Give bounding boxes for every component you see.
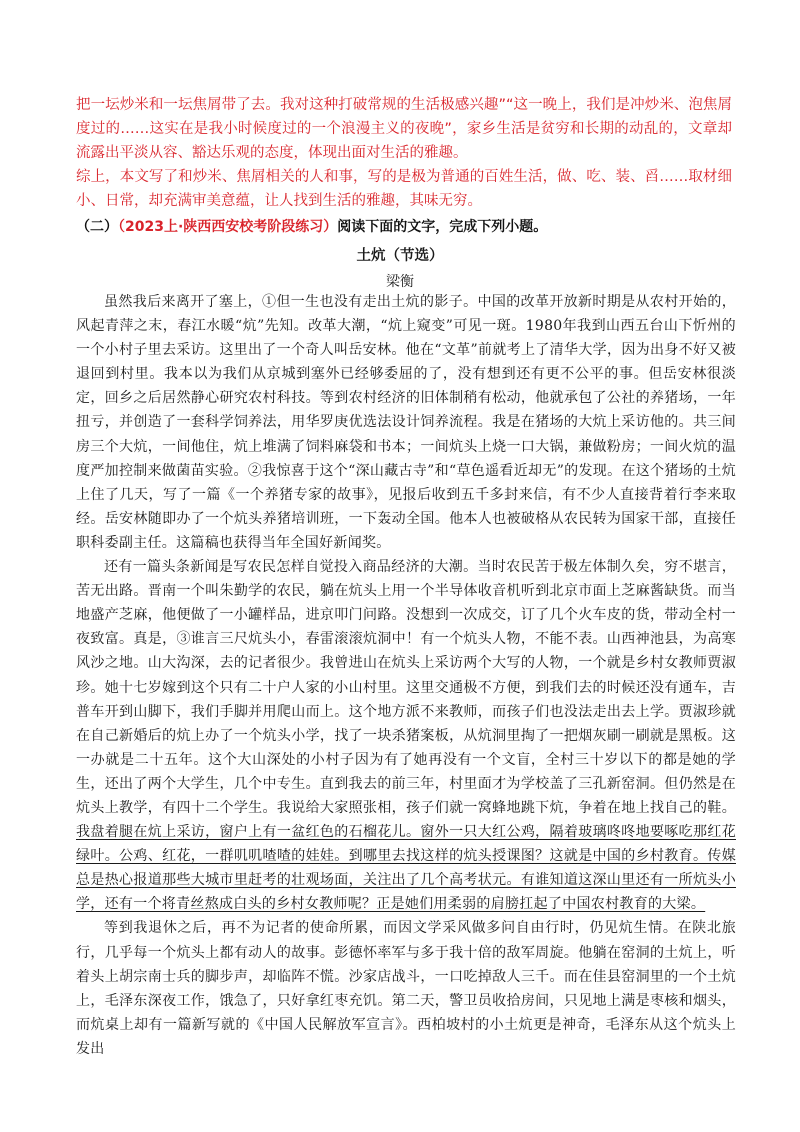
underlined-passage: 我盘着腿在炕上采访，窗户上有一盆红色的石榴花儿。窗外一只大红公鸡，隔着玻璃咚咚地要啄吃那红花绿叶。公鸡、红花，一群叽叽喳喳的娃娃。到哪里去找这样的炕头授课图？这就是中国的乡村教育。传媒总是热心报道那些大城市里赶考的壮观场面，关注出了几个高考状元。有谁知道这深山里还有一所炕头小学，还有一个将青丝熬成白头的乡村女教师呢？正是她们用柔弱的肩膀扛起了中国农村教育的大梁。 <box>76 824 736 913</box>
article-title: 土炕（节选） <box>356 248 444 264</box>
section-heading <box>76 216 736 238</box>
paragraph-3: 等到我退休之后，再不为记者的使命所累，而因文学采风做多问自由行时，仍见炕生情。在陕北旅行，几乎每一个炕头上都有动人的故事。彭德怀率军与多于我十倍的敌军周旋。他躺在窑洞的土炕上，听着头上胡宗南士兵的脚步声，却临阵不慌。沙家店战斗，一口吃掉敌人三千。而在佳县窑洞里的一个土炕上，毛泽东深夜工作，饿急了，只好拿红枣充饥。第二天，警卫员收拾房间，只见地上满是枣核和烟头，而炕桌上却有一篇新写就的《中国人民解放军宣言》。西柏坡村的小土炕更是神奇，毛泽东从这个炕头上发出 <box>76 920 736 1057</box>
article-body <box>76 290 736 1061</box>
answer-analysis-block <box>76 93 732 213</box>
article-author: 梁衡 <box>386 274 414 290</box>
section-source: （2023上·陕西西安校考阶段练习） <box>118 219 338 235</box>
paragraph-1: 虽然我后来离开了塞上，①但一生也没有走出土炕的影子。中国的改革开放新时期是从农村开始的，风起青萍之末，春江水暖“炕”先知。改革大潮，“炕上窥变”可见一斑。1980年我到山西五台山下忻州的一个小村子里去采访。这里出了一个奇人叫岳安林。他在“文革”前就考上了清华大学，因为出身不好又被退回到村里。我本以为我们从京城到塞外已经够委屈的了，没有想到还有更不公平的事。但岳安林很淡定，回乡之后居然静心研究农村科技。等到农村经济的旧体制稍有松动，他就承包了公社的养猪场，一年扭亏，并创造了一套科学饲养法，用华罗庚优选法设计饲养流程。我是在猪场的大炕上采访他的。共三间房三个大炕，一间他住，炕上堆满了饲料麻袋和书本；一间炕头上烧一口大锅，兼做粉房；一间火炕的温度严加控制来做菌苗实验。②我惊喜于这个“深山藏古寺”和“草色遥看近却无”的发现。在这个猪场的土炕上住了几天，写了一篇《一个养猪专家的故事》，见报后收到五千多封来信，有不少人直接背着行李来取经。岳安林随即办了一个炕头养猪培训班，一下轰动全国。他本人也被破格从农民转为国家干部，直接任职科委副主任。这篇稿也获得当年全国好新闻奖。 <box>76 294 736 551</box>
paragraph-2 <box>76 555 736 916</box>
answer-paragraph-2: 综上，本文写了和炒米、焦屑相关的人和事，写的是极为普通的百姓生活，做、吃、装、舀……取材细小、日常，却充满审美意蕴，让人找到生活的雅趣，其味无穷。 <box>76 169 732 209</box>
section-number: （二） <box>76 219 118 235</box>
paragraph-2-text: 还有一篇头条新闻是写农民怎样自觉投入商品经济的大潮。当时农民苦于极左体制久矣，穷不堪言，苦无出路。晋南一个叫朱勤学的农民，躺在炕头上用一个半导体收音机听到北京市面上芝麻酱缺货。而当地盛产芝麻，他便做了一小罐样品，进京叩门问路。没想到一次成交，订了几个火车皮的货，带动全村一夜致富。真是，③谁言三尺炕头小，春雷滚滚炕洞中！有一个炕头人物，不能不表。山西神池县，为高寒风沙之地。山大沟深，去的记者很少。我曾进山在炕头上采访两个大写的人物，一个就是乡村女教师贾淑珍。她十七岁嫁到这个只有二十户人家的小山村里。这里交通极不方便，到我们去的时候还没有通车，吉普车开到山脚下，我们手脚并用爬山而上。这个地方派不来教师，而孩子们也没法走出去上学。贾淑珍就在自己新婚后的炕上办了一个炕头小学，找了一块杀猪案板，从炕洞里掏了一把烟灰刷一刷就是黑板。这一办就是二十五年。这个大山深处的小村子因为有了她再没有一个文盲，全村三十岁以下的都是她的学生，还出了两个大学生，几个中专生。直到我去的前三年，村里面才为学校盖了三孔新窑洞。但仍然是在炕头上教学，有四十二个学生。我说给大家照张相，孩子们就一窝蜂地跳下炕，争着在地上找自己的鞋。 <box>76 559 736 816</box>
answer-paragraph-1: 把一坛炒米和一坛焦屑带了去。我对这种打破常规的生活极感兴趣”“这一晚上，我们是冲炒米、泡焦屑度过的……这实在是我小时候度过的一个浪漫主义的夜晚”，家乡生活是贫穷和长期的动乱的，文章却流露出平淡从容、豁达乐观的态度，体现出面对生活的雅趣。 <box>76 97 732 161</box>
section-instruction: 阅读下面的文字，完成下列小题。 <box>337 219 548 235</box>
